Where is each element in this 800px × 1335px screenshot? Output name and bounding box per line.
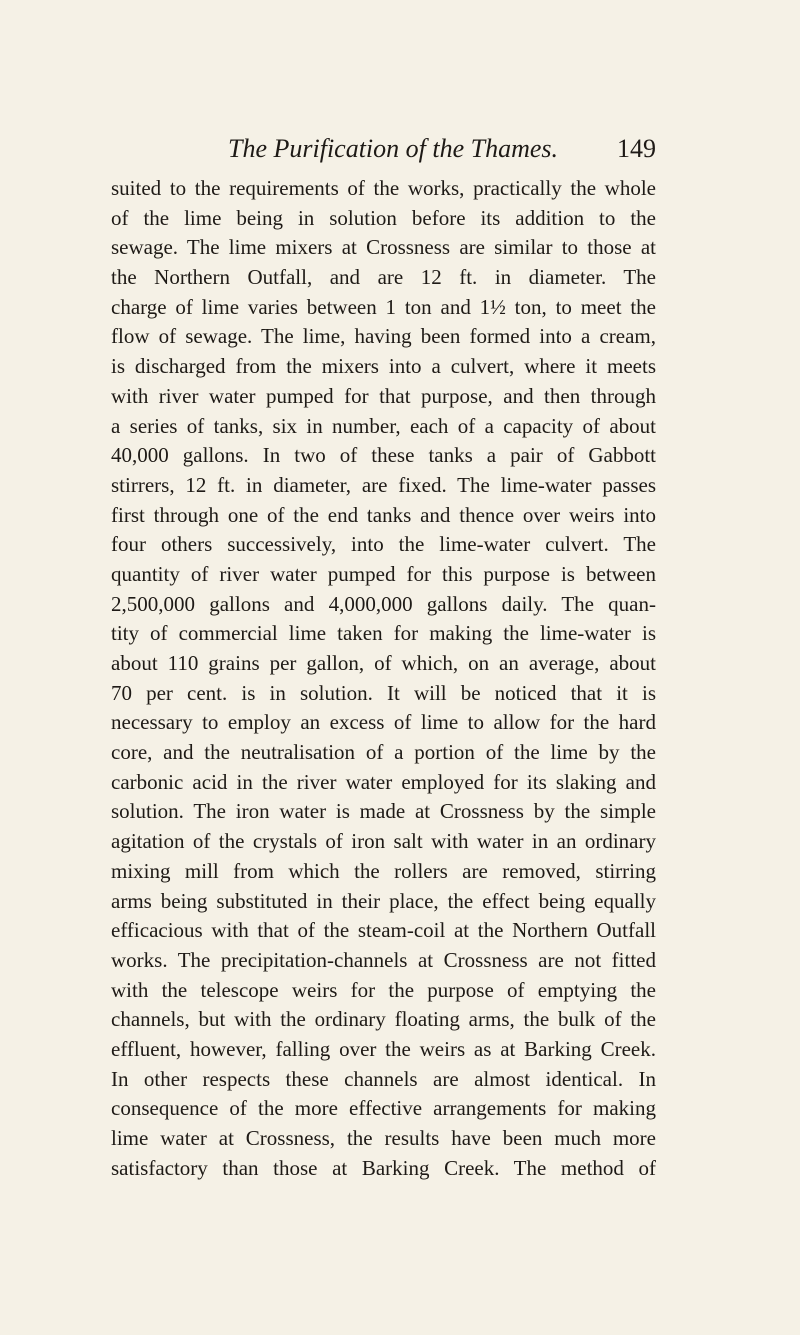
text-line: sewage. The lime mixers at Crossness are similar to those at	[111, 235, 656, 260]
text-line: first through one of the end tanks and thence over weirs into	[111, 502, 656, 527]
text-line: In other respects these channels are almost identical. In	[111, 1066, 656, 1091]
text-line: quantity of river water pumped for this purpose is between	[111, 561, 656, 586]
text-line: carbonic acid in the river water employed for its slaking and	[111, 769, 656, 794]
text-line: 40,000 gallons. In two of these tanks a pair of Gabbott	[111, 443, 656, 468]
text-line: with river water pumped for that purpose, and then through	[111, 383, 656, 408]
text-line: four others successively, into the lime-water culvert. The	[111, 532, 656, 557]
text-line: efficacious with that of the steam-coil at the Northern Outfall	[111, 918, 656, 943]
text-line: suited to the requirements of the works, practically the whole	[111, 176, 656, 200]
text-line: satisfactory than those at Barking Creek. The method of	[111, 1155, 656, 1180]
text-line: with the telescope weirs for the purpose of emptying the	[111, 977, 656, 1002]
text-line: is discharged from the mixers into a culvert, where it meets	[111, 354, 656, 379]
running-head	[228, 133, 656, 165]
text-line: agitation of the crystals of iron salt with water in an ordinary	[111, 829, 656, 854]
page-number: 149	[617, 134, 656, 163]
running-title: The Purification of the Thames.	[228, 134, 559, 163]
body-text	[111, 174, 656, 1183]
text-line: arms being substituted in their place, the effect being equally	[111, 888, 656, 913]
text-line: core, and the neutralisation of a portion of the lime by the	[111, 740, 656, 765]
text-line: effluent, however, falling over the weirs as at Barking Creek.	[111, 1036, 656, 1061]
text-line: flow of sewage. The lime, having been formed into a cream,	[111, 324, 656, 349]
text-line: a series of tanks, six in number, each of a capacity of about	[111, 413, 656, 438]
text-line: lime water at Crossness, the results have been much more	[111, 1126, 656, 1150]
text-line: the Northern Outfall, and are 12 ft. in diameter. The	[111, 265, 656, 290]
text-line: works. The precipitation-channels at Crossness are not fitted	[111, 947, 656, 972]
text-line: 70 per cent. is in solution. It will be noticed that it is	[111, 680, 656, 705]
text-line: about 110 grains per gallon, of which, on an average, about	[111, 651, 656, 675]
text-line: of the lime being in solution before its addition to the	[111, 205, 656, 230]
text-line: channels, but with the ordinary floating arms, the bulk of the	[111, 1007, 656, 1032]
text-line: tity of commercial lime taken for making the lime-water is	[111, 621, 656, 646]
text-line: 2,500,000 gallons and 4,000,000 gallons daily. The quan-	[111, 591, 656, 616]
text-line: consequence of the more effective arrangements for making	[111, 1096, 656, 1121]
text-line: necessary to employ an excess of lime to allow for the hard	[111, 710, 656, 735]
text-line: solution. The iron water is made at Crossness by the simple	[111, 799, 656, 824]
text-line: charge of lime varies between 1 ton and 1½ ton, to meet the	[111, 294, 656, 319]
text-line: stirrers, 12 ft. in diameter, are fixed. The lime-water passes	[111, 472, 656, 497]
text-line: mixing mill from which the rollers are removed, stirring	[111, 858, 656, 883]
